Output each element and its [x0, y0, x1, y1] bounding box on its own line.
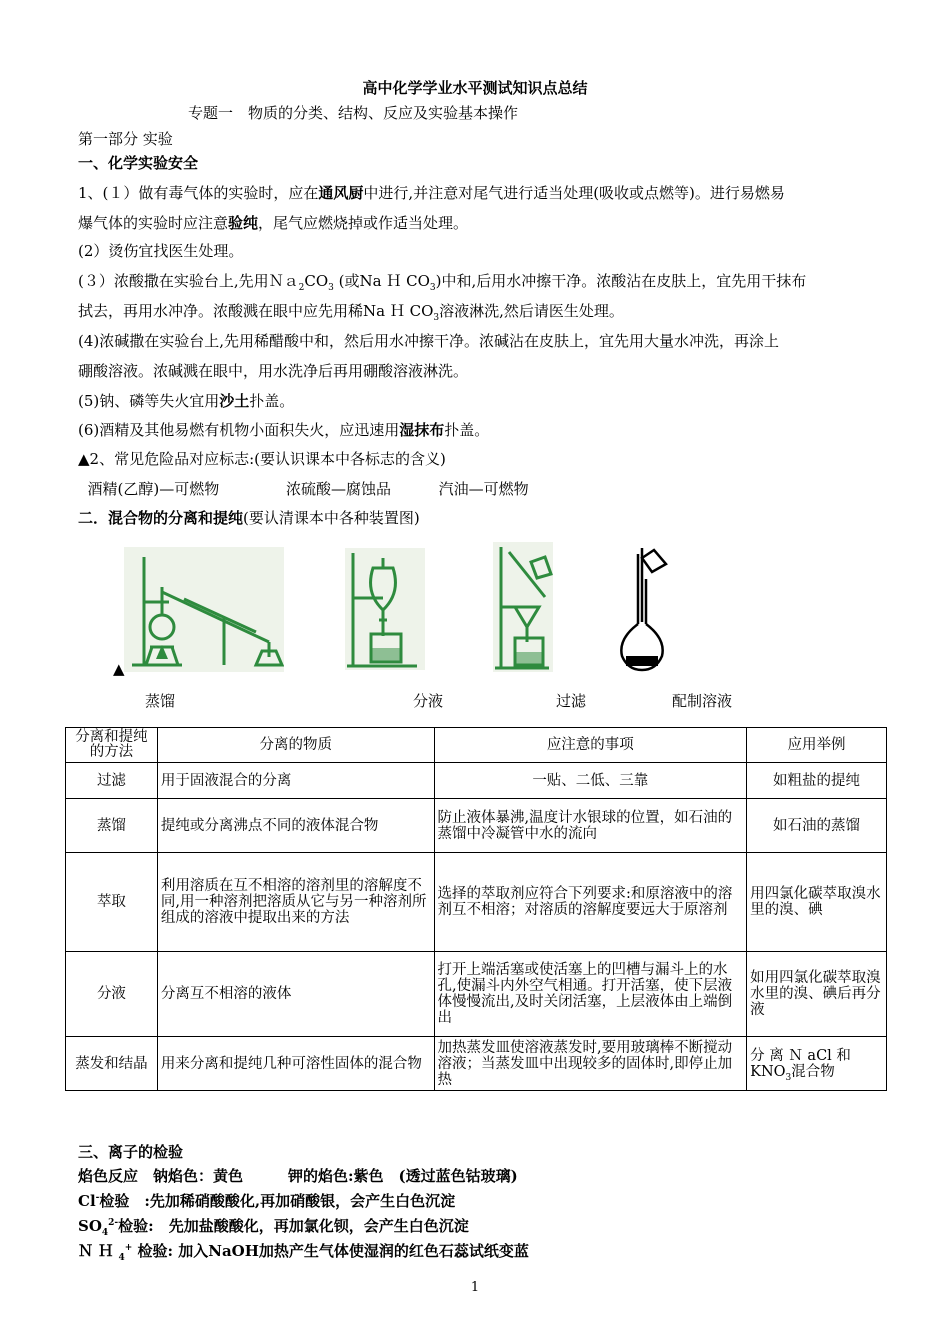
- hazard-signs-list: 酒精(乙醇)—可燃物 浓硫酸—腐蚀品 汽油—可燃物: [78, 480, 529, 498]
- safety-item-4-cont: 硼酸溶液。浓碱溅在眼中，用水洗净后再用硼酸溶液淋洗。: [78, 362, 469, 380]
- header-notes: 应注意的事项: [434, 728, 747, 763]
- part-heading: 第一部分 实验: [78, 130, 173, 148]
- section3-heading: 三、离子的检验: [78, 1143, 184, 1161]
- cell-notes: 防止液体暴沸,温度计水银球的位置，如石油的蒸馏中冷凝管中水的流向: [434, 799, 747, 853]
- cell-notes: 打开上端活塞或使活塞上的凹槽与漏斗上的水孔,使漏斗内外空气相通。打开活塞，使下层液体慢慢流出,及时关闭活塞，上层液体由上端倒出: [434, 952, 747, 1037]
- table-row: [66, 853, 887, 952]
- caption-distillation: 蒸馏: [145, 692, 176, 710]
- table-row: [66, 1037, 887, 1091]
- safety-item-3: (３）浓酸撒在实验台上,先用$Na_2CO_3$ (或Na Ｈ $CO_3$)中和,后用水冲擦干净。浓酸沾在皮肤上，宜先用干抹布: [78, 272, 807, 293]
- safety-item-6: (6)酒精及其他易燃有机物小面积失火，应迅速用湿抹布扑盖。: [78, 421, 490, 439]
- flame-test-line: 焰色反应 钠焰色：黄色 钾的焰色:紫色 (透过蓝色钴玻璃): [78, 1167, 518, 1185]
- cell-substance: 用于固液混合的分离: [157, 763, 434, 799]
- marker-triangle: ▲: [113, 660, 125, 678]
- table-row: [66, 763, 887, 799]
- safety-item-2: (2）烫伤宜找医生处理。: [78, 242, 244, 260]
- cell-example: 如石油的蒸馏: [747, 799, 887, 853]
- safety-item-4: (4)浓碱撒在实验台上,先用稀醋酸中和，然后用水冲擦干净。浓碱沾在皮肤上，宜先用大量水冲洗，再涂上: [78, 332, 780, 350]
- page-subtitle: 专题一 物质的分类、结构、反应及实验基本操作: [188, 104, 519, 122]
- safety-item-1: 1、(１）做有毒气体的实验时，应在通风厨中进行,并注意对尾气进行适当处理(吸收或点燃等)。进行易燃易: [78, 184, 785, 202]
- header-substance: 分离的物质: [157, 728, 434, 763]
- cell-example: 分 离 Ｎ aCl 和 $KNO_3$混合物: [747, 1037, 887, 1091]
- cell-substance: 利用溶质在互不相溶的溶剂里的溶解度不同,用一种溶剂把溶质从它与另一种溶剂所组成的溶液中提取出来的方法: [157, 853, 434, 952]
- cell-method: 萃取: [66, 853, 158, 952]
- section2-heading: 二．混合物的分离和提纯(要认清课本中各种装置图): [78, 509, 420, 527]
- cell-substance: 分离互不相溶的液体: [157, 952, 434, 1037]
- cell-notes: 一贴、二低、三靠: [434, 763, 747, 799]
- cell-method: 过滤: [66, 763, 158, 799]
- cell-example: 如粗盐的提纯: [747, 763, 887, 799]
- table-row: [66, 799, 887, 853]
- cell-example: 用四氯化碳萃取溴水里的溴、碘: [747, 853, 887, 952]
- hazard-signs-heading: ▲2、常见危险品对应标志:(要认识课本中各标志的含义): [78, 450, 446, 468]
- distillation-apparatus-image: [124, 547, 284, 672]
- cell-method: 蒸发和结晶: [66, 1037, 158, 1091]
- cell-example: 如用四氯化碳萃取溴水里的溴、碘后再分液: [747, 952, 887, 1037]
- cell-notes: 加热蒸发皿使溶液蒸发时,要用玻璃棒不断搅动溶液；当蒸发皿中出现较多的固体时,即停止加热: [434, 1037, 747, 1091]
- header-method: 分离和提纯的方法: [66, 728, 158, 763]
- caption-separation: 分液: [413, 692, 444, 710]
- page-title: 高中化学学业水平测试知识点总结: [362, 79, 588, 97]
- separatory-funnel-image: [345, 548, 425, 670]
- page-number: 1: [470, 1280, 480, 1295]
- table-row: [66, 952, 887, 1037]
- filtration-apparatus-image: [493, 542, 553, 672]
- chloride-test-line: Cl-检验 :先加稀硝酸酸化,再加硝酸银，会产生白色沉淀: [78, 1192, 456, 1210]
- safety-item-1-cont: 爆气体的实验时应注意验纯，尾气应燃烧掉或作适当处理。: [78, 214, 469, 232]
- cell-method: 分液: [66, 952, 158, 1037]
- sulfate-test-line: $SO_4^{2-}$检验: 先加盐酸酸化，再加氯化钡，会产生白色沉淀: [78, 1217, 469, 1238]
- safety-item-5: (5)钠、磷等失火宜用沙土扑盖。: [78, 392, 295, 410]
- volumetric-flask-image: [612, 544, 672, 674]
- header-example: 应用举例: [747, 728, 887, 763]
- cell-notes: 选择的萃取剂应符合下列要求:和原溶液中的溶剂互不相溶；对溶质的溶解度要远大于原溶剂: [434, 853, 747, 952]
- cell-substance: 提纯或分离沸点不同的液体混合物: [157, 799, 434, 853]
- caption-filtration: 过滤: [556, 692, 587, 710]
- ammonium-test-line: Ｎ Ｈ $_4$+ 检验: 加入NaOH加热产生气体使湿润的红色石蕊试纸变蓝: [78, 1242, 529, 1263]
- separation-methods-table: [65, 727, 887, 1091]
- table-header-row: [66, 728, 887, 763]
- cell-method: 蒸馏: [66, 799, 158, 853]
- section1-heading: 一、化学实验安全: [78, 154, 199, 172]
- cell-substance: 用来分离和提纯几种可溶性固体的混合物: [157, 1037, 434, 1091]
- safety-item-3-cont: 拭去，再用水冲净。浓酸溅在眼中应先用稀Na Ｈ $CO_3$溶液淋洗,然后请医生处理。: [78, 302, 624, 323]
- caption-solution-prep: 配制溶液: [672, 692, 733, 710]
